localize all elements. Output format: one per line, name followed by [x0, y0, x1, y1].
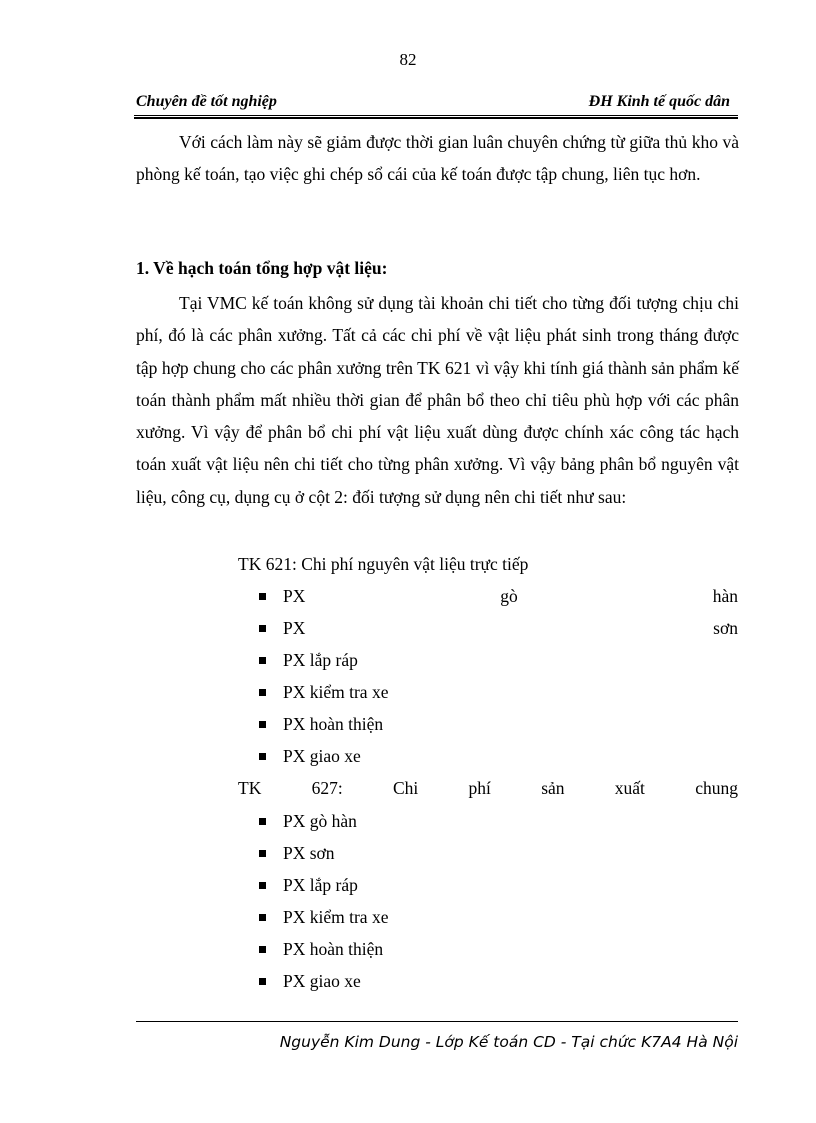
tk627-item-2	[259, 843, 739, 867]
bullet-square-icon	[259, 753, 266, 760]
tk621-item-3	[259, 650, 739, 674]
header-left: Chuyên đề tốt nghiệp	[136, 93, 277, 110]
header-rule	[134, 115, 738, 119]
word: gò	[500, 586, 518, 606]
word: Chi	[392, 778, 419, 798]
bullet-square-icon	[259, 850, 266, 857]
tk621-item-5	[259, 714, 739, 738]
tk627-item-1	[259, 811, 739, 835]
tk621-item-1-text	[283, 586, 738, 607]
tk627-item-3-text: PX lắp ráp	[283, 875, 358, 895]
bullet-square-icon	[259, 882, 266, 889]
bullet-square-icon	[259, 593, 266, 600]
word: TK	[238, 778, 262, 798]
word: phí	[468, 778, 491, 798]
word: PX	[283, 618, 306, 638]
header-right: ĐH Kinh tế quốc dân	[588, 93, 730, 110]
footer-text: Nguyễn Kim Dung - Lớp Kế toán CD - Tại chức K7A4 Hà Nội	[279, 1033, 738, 1051]
bullet-square-icon	[259, 914, 266, 921]
tk627-item-6-text: PX giao xe	[283, 971, 361, 991]
tk621-item-4	[259, 682, 739, 706]
paragraph-1	[136, 126, 739, 191]
bullet-square-icon	[259, 657, 266, 664]
tk627-item-1-text: PX gò hàn	[283, 811, 357, 831]
bullet-square-icon	[259, 978, 266, 985]
word: PX	[283, 586, 306, 606]
bullet-square-icon	[259, 721, 266, 728]
tk621-item-6	[259, 746, 739, 770]
tk627-item-4	[259, 907, 739, 931]
word: chung	[695, 778, 738, 798]
section-heading: 1. Về hạch toán tổng hợp vật liệu:	[136, 258, 388, 278]
tk627-item-4-text: PX kiểm tra xe	[283, 907, 389, 927]
tk621-item-6-text: PX giao xe	[283, 746, 361, 766]
paragraph-2	[136, 287, 739, 513]
bullet-square-icon	[259, 946, 266, 953]
word: 627:	[311, 778, 343, 798]
tk621-item-2-text	[283, 618, 738, 639]
tk627-title	[238, 778, 738, 799]
bullet-square-icon	[259, 689, 266, 696]
tk627-item-6	[259, 971, 739, 995]
word: sơn	[713, 618, 738, 638]
paragraph-2-text: Tại VMC kế toán không sử dụng tài khoản chi tiết cho từng đối tượng chịu chi phí, đó là các phân xưởng. Tất cả các chi phí về vật liệu phát sinh trong tháng được tập hợp chung cho các phân xưởng trên TK 621 vì vậy khi tính giá thành sản phẩm kế toán thành phẩm mất nhiều thời gian để phân bổ theo chỉ tiêu phù hợp với các phân xưởng. Vì vậy để phân bổ chi phí vật liệu xuất dùng được chính xác công tác hạch toán xuất vật liệu nên chi tiết cho từng phân xưởng. Vì vậy bảng phân bổ nguyên vật liệu, công cụ, dụng cụ ở cột 2: đối tượng sử dụng nên chi tiết như sau:	[136, 293, 739, 507]
tk627-item-5-text: PX hoàn thiện	[283, 939, 384, 959]
tk627-item-5	[259, 939, 739, 963]
tk627-item-3	[259, 875, 739, 899]
tk621-title: TK 621: Chi phí nguyên vật liệu trực tiếp	[238, 554, 529, 574]
bullet-square-icon	[259, 818, 266, 825]
bullet-square-icon	[259, 625, 266, 632]
tk621-item-4-text: PX kiểm tra xe	[283, 682, 389, 702]
word: xuất	[614, 778, 645, 798]
word: hàn	[712, 586, 738, 606]
tk627-item-2-text: PX sơn	[283, 843, 335, 863]
tk621-item-5-text: PX hoàn thiện	[283, 714, 384, 734]
paragraph-1-text: Với cách làm này sẽ giảm được thời gian luân chuyên chứng từ giữa thủ kho và phòng kế toán, tạo việc ghi chép sổ cái của kế toán được tập chung, liên tục hơn.	[136, 132, 739, 185]
page-number: 82	[399, 50, 417, 69]
word: sản	[541, 778, 565, 798]
tk621-item-3-text: PX lắp ráp	[283, 650, 358, 670]
footer-rule	[136, 1021, 738, 1022]
